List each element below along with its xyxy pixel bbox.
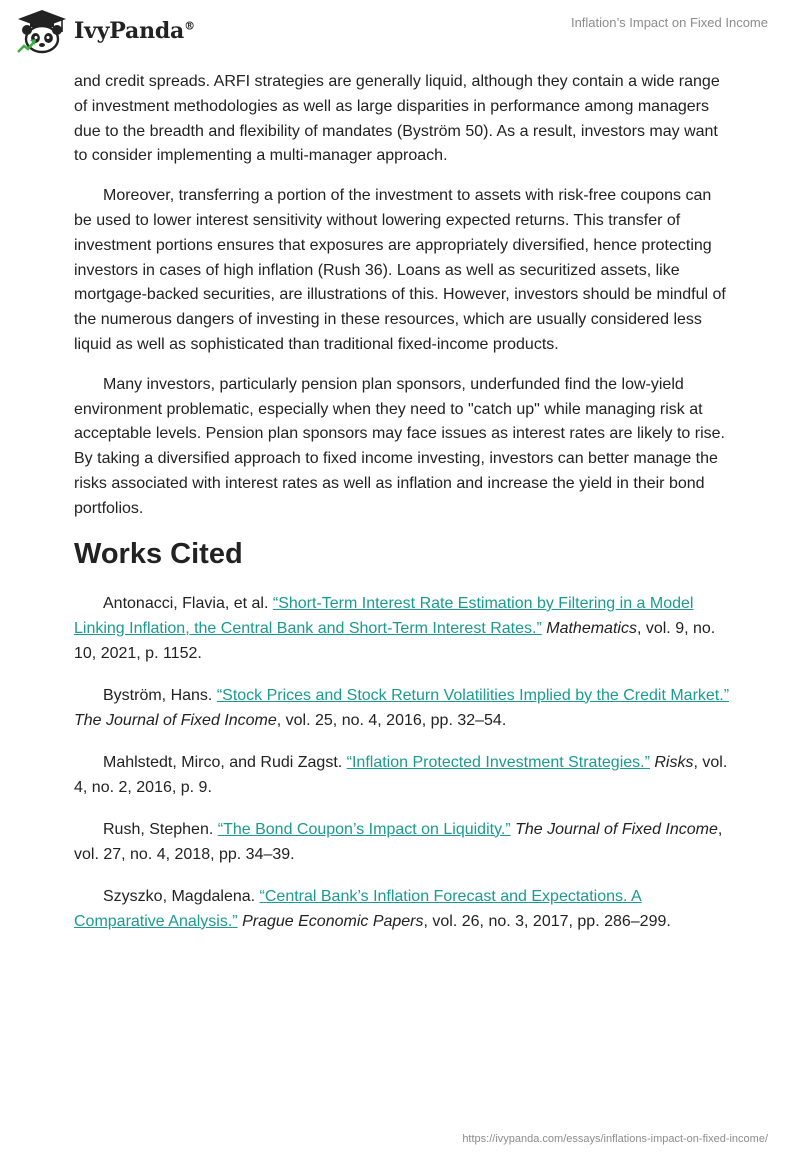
citation-journal: The Journal of Fixed Income — [74, 711, 277, 729]
citation-link[interactable]: “Stock Prices and Stock Return Volatilities Implied by the Credit Market.” — [216, 686, 730, 704]
citation-details: , vol. 9, no. 10, 2021, p. 1152. — [74, 619, 716, 662]
citation-journal: Mathematics — [546, 619, 637, 637]
citation-details: , vol. 25, no. 4, 2016, pp. 32–54. — [276, 711, 507, 729]
citation-entry — [74, 817, 730, 867]
citation-author: Szyszko, Magdalena. — [103, 887, 260, 905]
citation-details: , vol. 26, no. 3, 2017, pp. 286–299. — [423, 912, 671, 930]
body-paragraph-2: Moreover, transferring a portion of the investment to assets with risk-free coupons can be used to lower interest sensitivity without lowering expected returns. This transfer of investment portions ensures that exposures are appropriately diversified, hence protecting investors in cases of high inflation (Rush 36). Loans as well as securitized assets, like mortgage-backed securities, are illustrations of this. However, investors should be mindful of the numerous dangers of investing in these resources, which are usually considered less liquid as well as sophisticated than traditional fixed-income products. — [74, 187, 726, 353]
essay-content — [74, 70, 730, 951]
citation-journal: Prague Economic Papers — [242, 912, 424, 930]
citation-author: Rush, Stephen. — [103, 820, 218, 838]
citation-entry — [74, 591, 730, 666]
citation-author: Byström, Hans. — [103, 686, 217, 704]
citation-author: Antonacci, Flavia, et al. — [103, 594, 273, 612]
citation-entry — [74, 884, 730, 934]
footer-url[interactable]: https://ivypanda.com/essays/inflations-impact-on-fixed-income/ — [462, 1133, 768, 1145]
citation-details: , vol. 27, no. 4, 2018, pp. 34–39. — [74, 820, 723, 863]
citation-link[interactable]: “Short-Term Interest Rate Estimation by Filtering in a Model Linking Inflation, the Central Bank and Short-Term Interest Rates.” — [74, 594, 694, 637]
page-header — [0, 0, 800, 66]
citation-link[interactable]: “Inflation Protected Investment Strategies.” — [346, 753, 650, 771]
works-cited-heading: Works Cited — [74, 537, 243, 570]
citation-journal: Risks — [654, 753, 694, 771]
citation-link[interactable]: “Central Bank’s Inflation Forecast and Expectations. A Comparative Analysis.” — [74, 887, 642, 930]
citation-link[interactable]: “The Bond Coupon’s Impact on Liquidity.” — [217, 820, 511, 838]
citation-journal: The Journal of Fixed Income — [515, 820, 718, 838]
citation-author: Mahlstedt, Mirco, and Rudi Zagst. — [103, 753, 347, 771]
body-paragraph-3: Many investors, particularly pension plan sponsors, underfunded find the low-yield environment problematic, especially when they need to "catch up" while managing risk at acceptable levels. Pension plan sponsors may face issues as interest rates are likely to rise. By taking a diversified approach to fixed income investing, investors can better manage the risks associated with interest rates as well as inflation and increase the yield in their bond portfolios. — [74, 375, 725, 517]
brand-name: IvyPanda® — [74, 18, 195, 44]
brand-logo[interactable] — [16, 8, 195, 54]
citation-details: , vol. 4, no. 2, 2016, p. 9. — [74, 753, 728, 796]
body-paragraph-1: and credit spreads. ARFI strategies are generally liquid, although they contain a wide range of investment methodologies as well as large disparities in performance among managers due to the breadth and flexibility of mandates (Byström 50). As a result, investors may want to consider implementing a multi-manager approach. — [74, 73, 720, 165]
running-title: Inflation’s Impact on Fixed Income — [570, 15, 768, 30]
citation-entry — [74, 683, 730, 733]
panda-graduate-icon — [16, 8, 68, 54]
citation-entry — [74, 750, 730, 800]
